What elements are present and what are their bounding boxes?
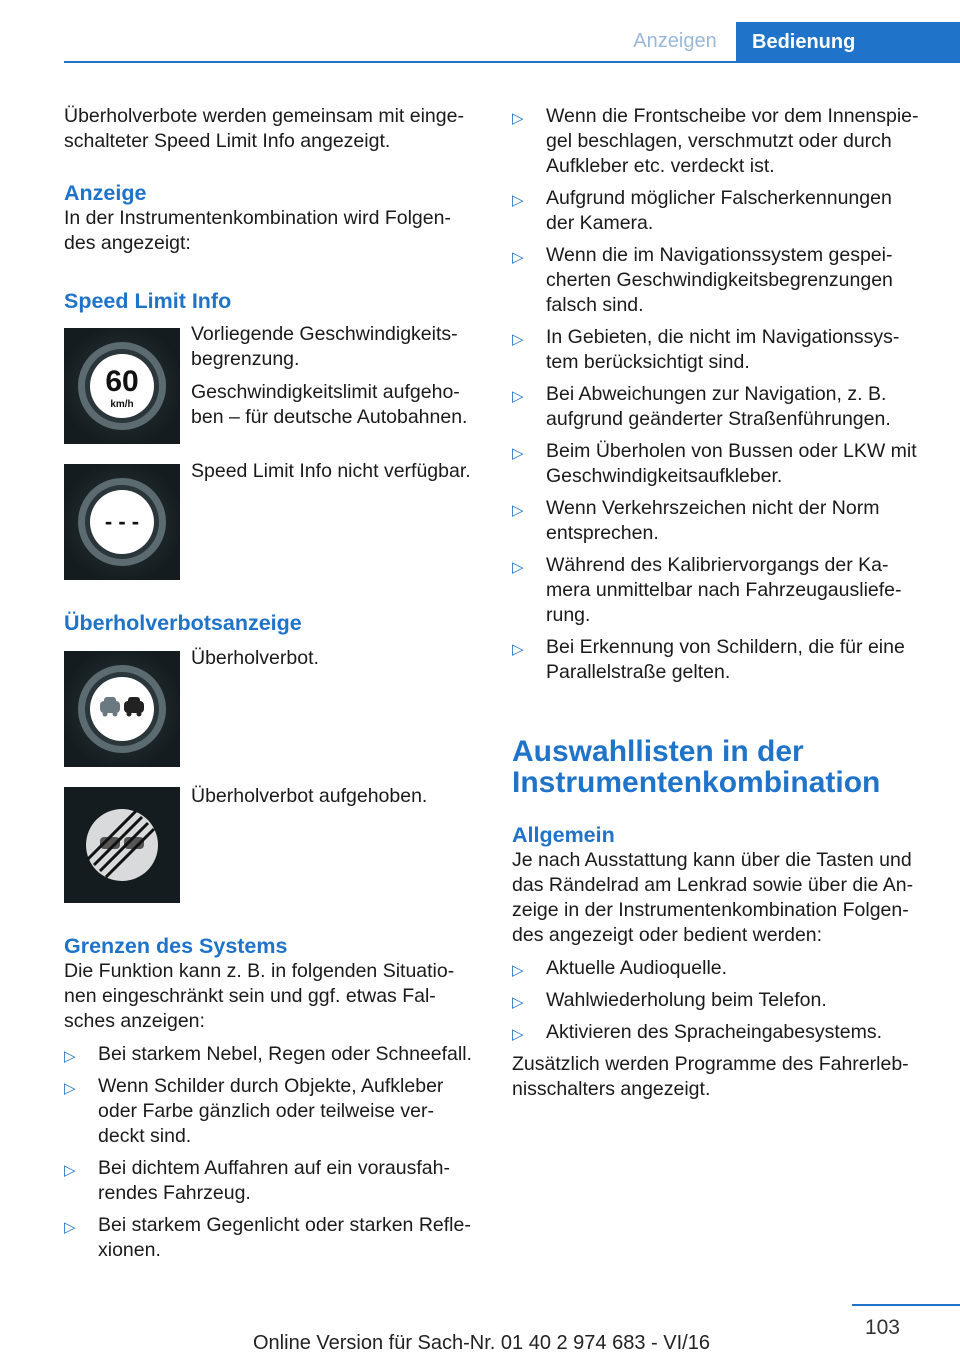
- list-item: ▷ Wenn die im Navigationssystem gespei- cherten Geschwindigkeitsbegrenzungen falsch sind.: [512, 244, 893, 316]
- triangle-bullet-icon: ▷: [512, 962, 524, 979]
- list-item: ▷ Beim Überholen von Bussen oder LKW mit Geschwindigkeitsaufkleber.: [512, 440, 917, 487]
- sign-dashes: - - -: [104, 509, 140, 534]
- closing-line: nisschalters angezeigt.: [512, 1078, 711, 1100]
- triangle-bullet-icon: ▷: [512, 249, 524, 266]
- allgemein-line: das Rändelrad am Lenkrad sowie über die An-: [512, 874, 914, 896]
- section-title: Auswahllisten in der: [512, 735, 804, 768]
- speed-limit-unavailable-image: [64, 464, 180, 580]
- limits-list-continued: [512, 104, 942, 685]
- list-item: ▷ Während des Kalibriervorgangs der Ka- mera unmittelbar nach Fahrzeugausliefe- rung.: [512, 554, 902, 626]
- speed-limit-sign-image: [64, 328, 180, 444]
- triangle-bullet-icon: ▷: [64, 1219, 76, 1236]
- footer-rule: [852, 1304, 960, 1306]
- intro-line: Überholverbote werden gemeinsam mit einge-: [64, 105, 464, 127]
- list-item: ▷ Wenn Verkehrszeichen nicht der Norm entsprechen.: [512, 497, 880, 544]
- limits-line: Die Funktion kann z. B. in folgenden Situatio-: [64, 960, 455, 982]
- allgemein-line: Je nach Ausstattung kann über die Tasten und: [512, 849, 912, 871]
- intro-line: schalteter Speed Limit Info angezeigt.: [64, 130, 391, 152]
- sign2-text: Speed Limit Info nicht verfügbar.: [191, 460, 471, 482]
- triangle-bullet-icon: ▷: [64, 1080, 76, 1097]
- list-item: ▷ Aktivieren des Spracheingabesystems.: [512, 1020, 952, 1045]
- anzeige-line: des angezeigt:: [64, 232, 191, 254]
- anzeige-line: In der Instrumentenkombination wird Folgen-: [64, 207, 451, 229]
- section-title: Instrumentenkombination: [512, 766, 881, 799]
- list-item: ▷ Wenn die Frontscheibe vor dem Innenspie- gel beschlagen, verschmutzt oder durch Aufkleber etc. verdeckt ist.: [512, 105, 919, 177]
- closing-line: Zusätzlich werden Programme des Fahrerleb-: [512, 1053, 909, 1075]
- list-item: ▷ Bei Abweichungen zur Navigation, z. B. aufgrund geänderter Straßenführungen.: [512, 383, 891, 430]
- list-item: ▷ Bei dichtem Auffahren auf ein vorausfah- rendes Fahrzeug.: [64, 1157, 450, 1204]
- list-item: ▷ Bei Erkennung von Schildern, die für eine Parallelstraße gelten.: [512, 636, 905, 683]
- intro-paragraph: [64, 104, 484, 154]
- page-number: 103: [864, 1316, 900, 1339]
- triangle-bullet-icon: ▷: [64, 1048, 76, 1065]
- sign-speed-value: 60: [105, 365, 139, 398]
- triangle-bullet-icon: ▷: [512, 388, 524, 405]
- triangle-bullet-icon: ▷: [512, 994, 524, 1011]
- list-item: ▷ Bei starkem Nebel, Regen oder Schneefall.: [64, 1042, 484, 1067]
- triangle-bullet-icon: ▷: [512, 641, 524, 658]
- end-no-overtaking-sign-image: [64, 787, 180, 903]
- sign1-text: ben – für deutsche Autobahnen.: [191, 406, 468, 428]
- online-version-note: Online Version für Sach-Nr. 01 40 2 974 683 - VI/16: [253, 1332, 710, 1354]
- triangle-bullet-icon: ▷: [512, 502, 524, 519]
- heading-grenzen: Grenzen des Systems: [64, 934, 288, 958]
- limits-list: [64, 1042, 484, 1263]
- list-item: ▷ In Gebieten, die nicht im Navigationssys- tem berücksichtigt sind.: [512, 326, 900, 373]
- heading-anzeige: Anzeige: [64, 181, 147, 205]
- list-item: ▷ Wahlwiederholung beim Telefon.: [512, 988, 952, 1013]
- heading-ueberholverbotsanzeige: Überholverbotsanzeige: [64, 611, 302, 635]
- sign1-text: Vorliegende Geschwindigkeits-: [191, 323, 458, 345]
- triangle-bullet-icon: ▷: [512, 1026, 524, 1043]
- triangle-bullet-icon: ▷: [512, 110, 524, 127]
- header-rule: [64, 61, 960, 63]
- heading-speed-limit-info: Speed Limit Info: [64, 289, 232, 313]
- tab-bedienung[interactable]: Bedienung: [736, 22, 960, 63]
- limits-line: nen eingeschränkt sein und ggf. etwas Fal-: [64, 985, 436, 1007]
- allgemein-list: [512, 956, 952, 1045]
- tab-anzeigen[interactable]: Anzeigen: [633, 30, 717, 52]
- list-item: ▷ Aktuelle Audioquelle.: [512, 956, 952, 981]
- allgemein-line: des angezeigt oder bedient werden:: [512, 924, 823, 946]
- triangle-bullet-icon: ▷: [512, 445, 524, 462]
- triangle-bullet-icon: ▷: [512, 559, 524, 576]
- limits-line: sches anzeigen:: [64, 1010, 205, 1032]
- list-item: ▷ Bei starkem Gegenlicht oder starken Refle- xionen.: [64, 1214, 471, 1261]
- sign1-text: Geschwindigkeitslimit aufgeho-: [191, 381, 460, 403]
- list-item: ▷ Aufgrund möglicher Falscherkennungen der Kamera.: [512, 187, 892, 234]
- no-overtaking-sign-image: [64, 651, 180, 767]
- heading-allgemein: Allgemein: [512, 823, 615, 847]
- triangle-bullet-icon: ▷: [512, 192, 524, 209]
- allgemein-line: zeige in der Instrumentenkombination Folgen-: [512, 899, 909, 921]
- list-item: ▷ Wenn Schilder durch Objekte, Aufkleber oder Farbe gänzlich oder teilweise ver- deckt sind.: [64, 1075, 444, 1147]
- sign3-text: Überholverbot.: [191, 647, 319, 669]
- sign1-text: begrenzung.: [191, 348, 300, 370]
- sign-speed-unit: km/h: [110, 399, 134, 410]
- triangle-bullet-icon: ▷: [64, 1162, 76, 1179]
- triangle-bullet-icon: ▷: [512, 331, 524, 348]
- sign4-text: Überholverbot aufgehoben.: [191, 785, 428, 807]
